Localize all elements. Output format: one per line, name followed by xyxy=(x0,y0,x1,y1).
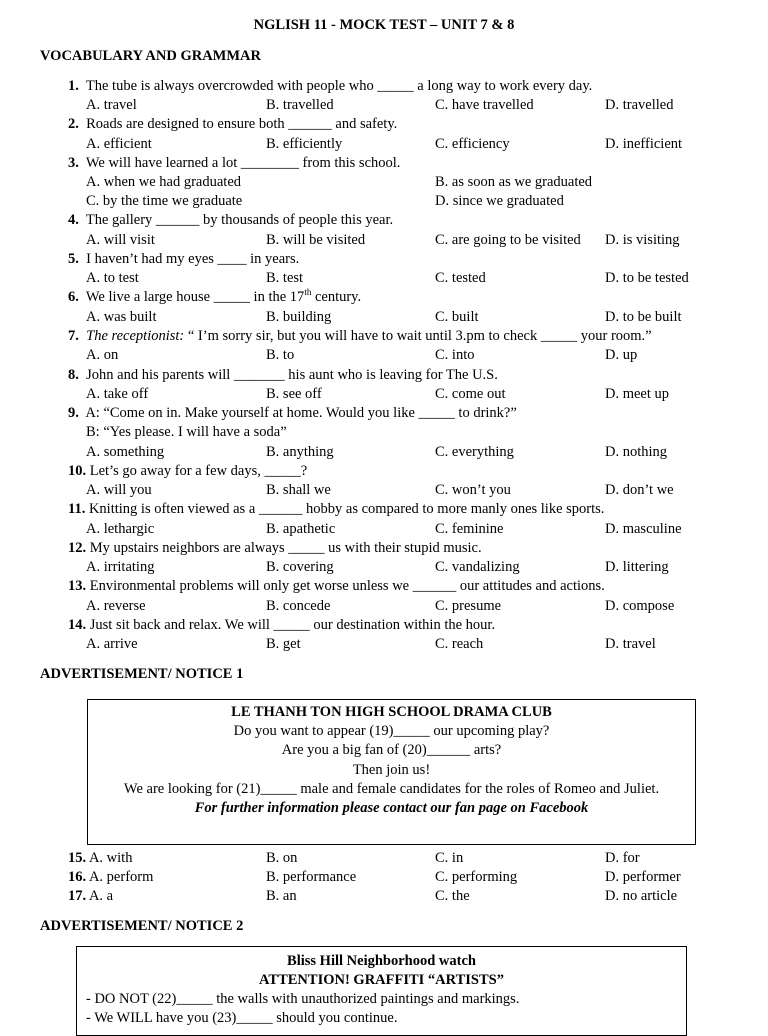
section-heading-notice-2: ADVERTISEMENT/ NOTICE 2 xyxy=(40,918,244,934)
option-d: D. nothing xyxy=(605,444,668,460)
option-a: A. a xyxy=(88,888,114,904)
superscript: th xyxy=(304,287,312,298)
option-b: B. concede xyxy=(266,598,331,614)
question-8 xyxy=(68,366,498,385)
question-text: Roads are designed to ensure both ______ and safety. xyxy=(86,116,398,132)
option-a: A. with xyxy=(88,850,133,866)
option-d: D. no article xyxy=(605,888,678,904)
option-d: D. up xyxy=(605,347,638,363)
notice-2-heading: Bliss Hill Neighborhood watch xyxy=(287,953,476,969)
notice-1-line: We are looking for (21)_____ male and female candidates for the roles of Romeo and Juliet. xyxy=(123,781,660,797)
option-a: A. will you xyxy=(86,482,152,498)
option-d: D. is visiting xyxy=(605,232,680,248)
option-c: C. vandalizing xyxy=(435,559,520,575)
option-d: D. compose xyxy=(605,598,675,614)
question-number: 15. xyxy=(68,850,87,866)
option-d: D. don’t we xyxy=(605,482,674,498)
question-14 xyxy=(68,616,495,635)
option-c: C. built xyxy=(435,309,479,325)
option-b: B. to xyxy=(266,347,295,363)
speaker-label: The receptionist: xyxy=(86,328,185,344)
notice-1-box xyxy=(87,699,696,845)
notice-2-subheading: ATTENTION! GRAFFITI “ARTISTS” xyxy=(259,972,504,988)
question-text: We will have learned a lot ________ from this school. xyxy=(85,155,401,171)
question-number: 14. xyxy=(68,617,87,633)
question-number: 3. xyxy=(68,155,79,171)
option-b: B. building xyxy=(266,309,332,325)
option-d: D. travelled xyxy=(605,97,674,113)
option-b: B. travelled xyxy=(266,97,334,113)
option-c: C. efficiency xyxy=(435,136,510,152)
question-text: A: “Come on in. Make yourself at home. Would you like _____ to drink?” xyxy=(85,405,517,421)
option-c: C. have travelled xyxy=(435,97,534,113)
option-b: B. anything xyxy=(266,444,334,460)
option-b: B. shall we xyxy=(266,482,331,498)
question-3 xyxy=(68,154,400,173)
option-b: B. see off xyxy=(266,386,322,402)
option-d: D. meet up xyxy=(605,386,670,402)
question-9-reply: B: “Yes please. I will have a soda” xyxy=(86,424,287,440)
option-b: B. an xyxy=(266,888,297,904)
question-text: Just sit back and relax. We will _____ our destination within the hour. xyxy=(89,617,496,633)
option-a: A. was built xyxy=(86,309,157,325)
question-text: My upstairs neighbors are always _____ us with their stupid music. xyxy=(89,540,482,556)
option-c: C. by the time we graduate xyxy=(86,193,243,209)
question-text: Knitting is often viewed as a ______ hobby as compared to more manly ones like sports. xyxy=(88,501,605,517)
question-number: 16. xyxy=(68,869,87,885)
notice-2-line: - We WILL have you (23)_____ should you continue. xyxy=(86,1010,398,1026)
option-b: B. covering xyxy=(266,559,334,575)
page-title: NGLISH 11 - MOCK TEST – UNIT 7 & 8 xyxy=(253,17,515,33)
option-a: A. on xyxy=(86,347,119,363)
question-2 xyxy=(68,115,397,134)
option-a: A. efficient xyxy=(86,136,152,152)
question-text: We live a large house _____ in the 17 xyxy=(85,289,305,305)
notice-1-line: Are you a big fan of (20)______ arts? xyxy=(281,742,502,758)
option-d: D. to be tested xyxy=(605,270,689,286)
question-text: Let’s go away for a few days, _____? xyxy=(89,463,308,479)
option-c: C. into xyxy=(435,347,475,363)
question-number: 7. xyxy=(68,328,79,344)
section-heading-notice-1: ADVERTISEMENT/ NOTICE 1 xyxy=(40,666,244,682)
option-c: C. the xyxy=(435,888,470,904)
option-c: C. performing xyxy=(435,869,518,885)
option-d: D. performer xyxy=(605,869,681,885)
option-c: C. tested xyxy=(435,270,486,286)
notice-1-line: Do you want to appear (19)_____ our upcoming play? xyxy=(233,723,550,739)
question-number: 8. xyxy=(68,367,79,383)
option-a: A. when we had graduated xyxy=(86,174,242,190)
option-b: B. efficiently xyxy=(266,136,343,152)
question-number: 12. xyxy=(68,540,87,556)
question-4 xyxy=(68,211,393,230)
option-d: D. for xyxy=(605,850,640,866)
option-a: A. will visit xyxy=(86,232,155,248)
question-number: 17. xyxy=(68,888,87,904)
option-b: B. on xyxy=(266,850,298,866)
question-6 xyxy=(68,288,361,307)
option-d: D. to be built xyxy=(605,309,682,325)
question-1 xyxy=(68,77,592,96)
option-b: B. get xyxy=(266,636,301,652)
option-d: D. masculine xyxy=(605,521,682,537)
option-b: B. as soon as we graduated xyxy=(435,174,593,190)
question-number: 6. xyxy=(68,289,79,305)
option-d: D. inefficient xyxy=(605,136,683,152)
option-c: C. reach xyxy=(435,636,484,652)
question-number: 13. xyxy=(68,578,87,594)
question-15 xyxy=(68,849,132,868)
section-heading-vocabulary: VOCABULARY AND GRAMMAR xyxy=(40,48,261,64)
notice-2-box xyxy=(76,946,687,1036)
question-text: The gallery ______ by thousands of people this year. xyxy=(85,212,394,228)
question-7 xyxy=(68,327,652,346)
option-a: A. something xyxy=(86,444,165,460)
option-a: A. perform xyxy=(88,869,154,885)
option-b: B. performance xyxy=(266,869,357,885)
question-5 xyxy=(68,250,299,269)
option-a: A. reverse xyxy=(86,598,146,614)
question-13 xyxy=(68,577,605,596)
question-16 xyxy=(68,868,153,887)
question-text-end: century. xyxy=(311,289,362,305)
option-c: C. everything xyxy=(435,444,514,460)
question-text: I haven’t had my eyes ____ in years. xyxy=(86,251,300,267)
option-c: C. feminine xyxy=(435,521,504,537)
notice-1-line: Then join us! xyxy=(352,762,431,778)
question-text: The tube is always overcrowded with people who _____ a long way to work every day. xyxy=(85,78,593,94)
question-17 xyxy=(68,887,113,906)
question-11 xyxy=(68,500,604,519)
question-number: 10. xyxy=(68,463,87,479)
question-10 xyxy=(68,462,307,481)
question-number: 11. xyxy=(68,501,86,517)
notice-1-heading: LE THANH TON HIGH SCHOOL DRAMA CLUB xyxy=(231,704,552,720)
question-number: 4. xyxy=(68,212,79,228)
option-a: A. to test xyxy=(86,270,139,286)
option-c: C. won’t you xyxy=(435,482,511,498)
question-number: 1. xyxy=(68,78,79,94)
option-d: D. littering xyxy=(605,559,669,575)
option-b: B. apathetic xyxy=(266,521,336,537)
option-c: C. are going to be visited xyxy=(435,232,581,248)
question-number: 5. xyxy=(68,251,79,267)
question-text: “ I’m sorry sir, but you will have to wait until 3.pm to check _____ your room.” xyxy=(184,328,652,344)
option-b: B. test xyxy=(266,270,304,286)
notice-2-line: - DO NOT (22)_____ the walls with unauthorized paintings and markings. xyxy=(86,991,520,1007)
option-a: A. travel xyxy=(86,97,137,113)
question-number: 9. xyxy=(68,405,79,421)
option-c: C. in xyxy=(435,850,464,866)
option-a: A. lethargic xyxy=(86,521,155,537)
option-a: A. irritating xyxy=(86,559,155,575)
option-a: A. arrive xyxy=(86,636,138,652)
option-c: C. presume xyxy=(435,598,502,614)
question-9 xyxy=(68,404,517,423)
option-a: A. take off xyxy=(86,386,149,402)
option-b: B. will be visited xyxy=(266,232,366,248)
option-d: D. travel xyxy=(605,636,656,652)
question-12 xyxy=(68,539,482,558)
notice-1-contact: For further information please contact our fan page on Facebook xyxy=(194,800,589,816)
question-text: John and his parents will _______ his aunt who is leaving for The U.S. xyxy=(86,367,498,383)
question-text: Environmental problems will only get worse unless we ______ our attitudes and actions. xyxy=(89,578,605,594)
question-number: 2. xyxy=(68,116,79,132)
option-d: D. since we graduated xyxy=(435,193,564,209)
option-c: C. come out xyxy=(435,386,506,402)
